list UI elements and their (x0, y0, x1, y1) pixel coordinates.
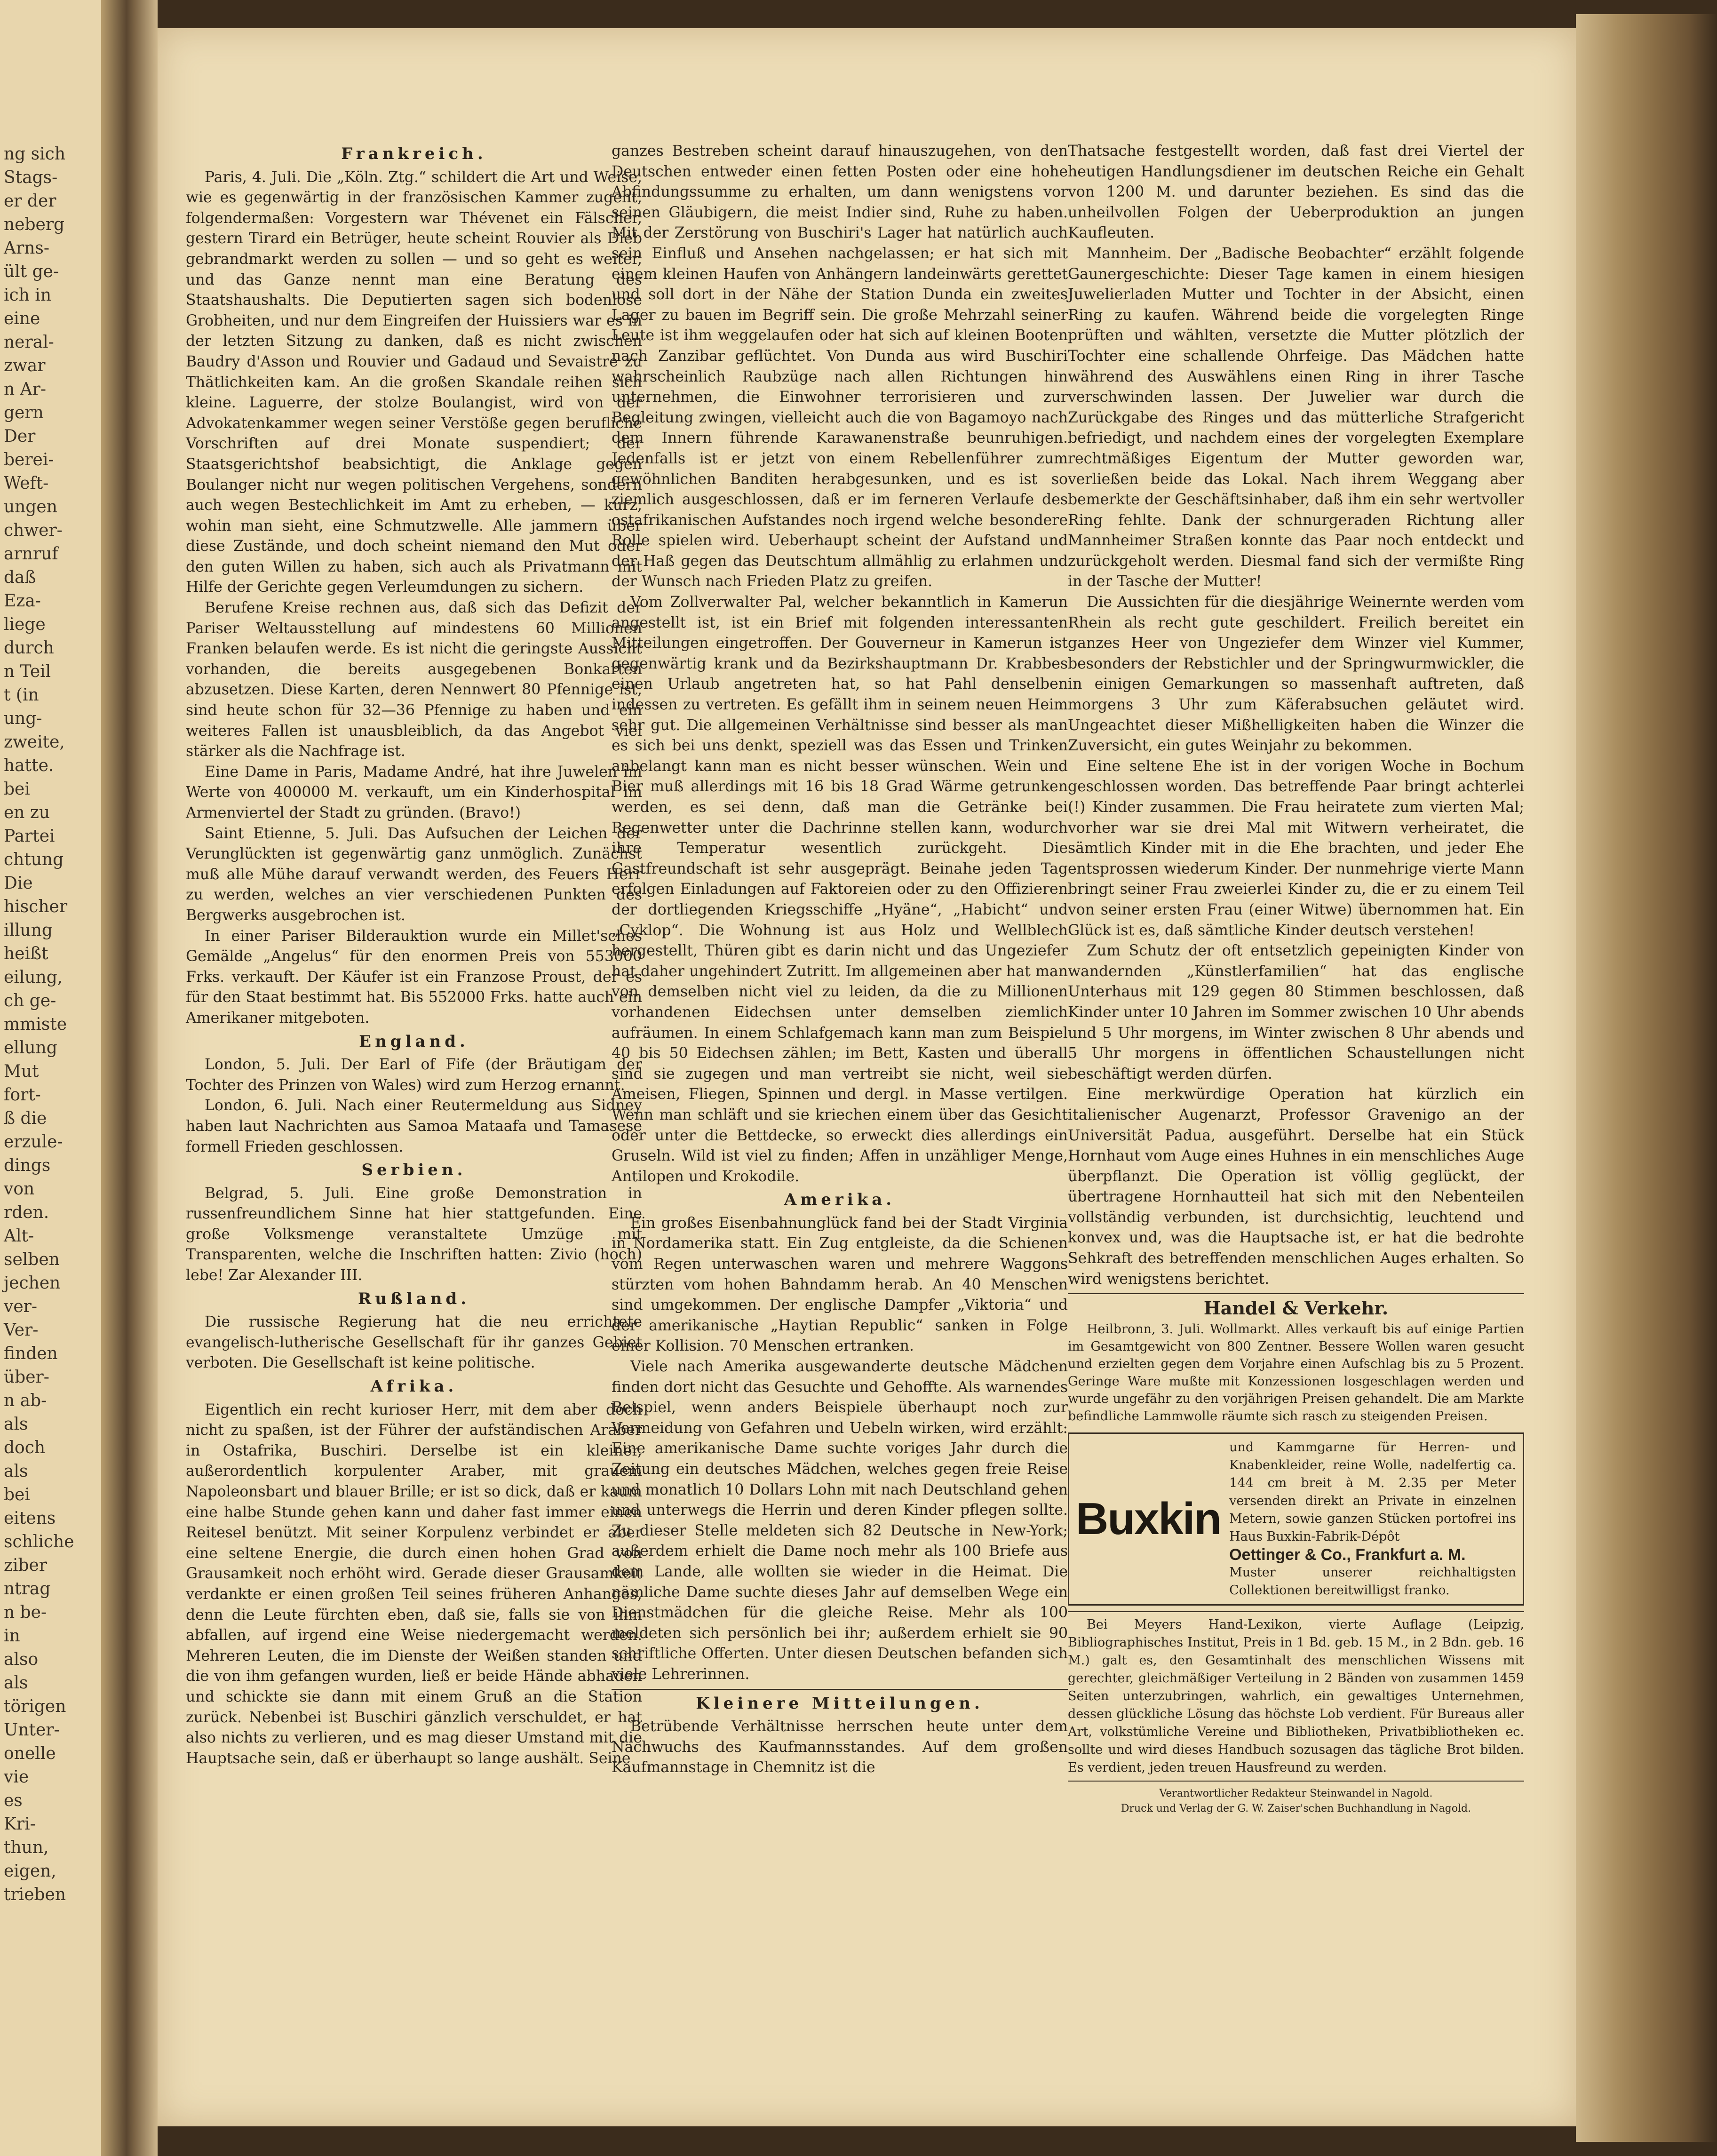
previous-page-text-fragment: erzule- (4, 1132, 63, 1152)
previous-page-text-fragment: Unter- (4, 1720, 60, 1740)
previous-page-text-fragment: neberg (4, 215, 65, 234)
previous-page-text-fragment: n be- (4, 1603, 47, 1622)
section-heading-kleinere: Kleinere Mitteilungen. (696, 1694, 984, 1713)
previous-page-text-fragment: berei- (4, 450, 54, 469)
article-paragraph: Paris, 4. Juli. Die „Köln. Ztg.“ schildert die Art und Weise, wie es gegenwärtig in der französischen Kammer zugeht, folgendermaßen: Vorgestern war Thévenet ein Fälscher, gestern Tirard ein Betrüger, heute scheint Rouvier als Dieb gebrandmarkt werden zu sollen — und so geht es weiter, und das Ganze nennt man eine Beratung des Staatshaushalts. Die Deputierten sagen sich bodenlose Grobheiten, und nur dem Eingreifen der Huissiers war es in der letzten Sitzung zu danken, daß es nicht zwischen Baudry d'Asson und Rouvier und Gadaud und Sevaistre zu Thätlichkeiten kam. An die großen Skandale reihen sich kleine. Laguerre, der stolze Boulangist, wird von der Advokatenkammer wegen seiner Verstöße gegen berufliche Vorschriften auf drei Monate suspendiert; der Staatsgerichtshof beabsichtigt, die Anklage gegen Boulanger nicht nur wegen politischen Vergehens, sondern auch wegen Bestechlichkeit im Amt zu erheben, — kurz, wohin man sieht, eine Schmutzwelle. Alle jammern über diese Zustände, und doch scheint niemand den Mut oder den guten Willen zu haben, sich auch als Privatmann mit Hilfe der Gerichte gegen Verleumdungen zu sichern. (186, 168, 642, 596)
previous-page-text-fragment: Alt- (4, 1226, 34, 1246)
previous-page-text-fragment: Der (4, 427, 36, 446)
previous-page-text-fragment: durch (4, 638, 54, 658)
previous-page-text-fragment: liege (4, 615, 46, 634)
previous-page-text-fragment: hatte. (4, 756, 54, 775)
ad-text-1: und Kammgarne für Herren- und Knabenkleider, reine Wolle, nadelfertig ca. 144 cm breit à M. 2.35 per Meter versenden direkt an Private in einzelnen Metern, sowie ganzen Stücken portofrei ins Haus Buxkin-Fabrik-Dépôt (1229, 1440, 1516, 1544)
previous-page-text-fragment: finden (4, 1344, 58, 1363)
previous-page-text-fragment: n ab- (4, 1391, 47, 1410)
previous-page-text-fragment: ich in (4, 286, 52, 305)
advertisement-buxkin (1068, 1432, 1524, 1606)
article-paragraph: Thatsache festgestellt worden, daß fast drei Viertel der heutigen Handlungsdiener im deutschen Reiche ein Gehalt von 1200 M. und darunter beziehen. Es sind das die unheilvollen Folgen der Ueberproduktion an jungen Kaufleuten. (1068, 143, 1524, 242)
column-3 (1068, 141, 1524, 1816)
previous-page-text-fragment: ntrag (4, 1579, 51, 1599)
book-binding-edge (1576, 14, 1717, 2142)
article-paragraph: Vom Zollverwalter Pal, welcher bekanntlich in Kamerun angestellt ist, ist ein Brief mit folgenden interessanten Mitteilungen eingetroffen. Der Gouverneur in Kamerun ist gegenwärtig krank und da Bezirkshauptmann Dr. Krabbes einen Urlaub angetreten hat, so hat Pahl denselben indessen zu vertreten. Es gefällt ihm in seinem neuen Heim sehr gut. Die allgemeinen Verhältnisse sind besser als man es sich bei uns denkt, speziell was das Essen und Trinken anbelangt kann man es nicht besser wünschen. Wein und Bier muß allerdings mit 16 bis 18 Grad Wärme getrunken werden, es sei denn, daß man die Getränke bei Regenwetter unter die Dachrinne stellen kann, wodurch ihre Temperatur wesentlich zurückgeht. Die Gastfreundschaft ist sehr ausgeprägt. Beinahe jeden Tag erfolgen Einladungen auf Faktoreien oder zu den Offizieren der dortliegenden Kriegsschiffe „Hyäne“, „Habicht“ und „Cyklop“. Die Wohnung ist aus Holz und Wellblech hergestellt, Thüren gibt es darin nicht und das Ungeziefer hat daher ungehindert Zutritt. Im allgemeinen aber hat man von demselben nicht viel zu leiden, da die zu Millionen vorhandenen Eidechsen unter demselben ziemlich aufräumen. In einem Schlafgemach kann man zum Beispiel 40 bis 50 Eidechsen zählen; im Bett, Kasten und überall sind sie zugegen und man vertreibt sie nicht, weil sie Ameisen, Fliegen, Spinnen und dergl. in Masse vertilgen. Wenn man schläft und sie kriechen einem über das Gesicht oder unter die Bettdecke, so erweckt dies allerdings ein Gruseln. Wild ist viel zu finden; Affen in unzähliger Menge, Antilopen und Krokodile. (612, 594, 1068, 1185)
article-paragraph: Mannheim. Der „Badische Beobachter“ erzählt folgende Gaunergeschichte: Dieser Tage kamen in einem hiesigen Juwelierladen Mutter und Tochter in der Absicht, einen Ring zu kaufen. Während beide die vorgelegten Ringe prüften und wählten, versetzte die Mutter plötzlich der Tochter eine schallende Ohrfeige. Das Mädchen hatte während des Auswählens einen Ring in ihrer Tasche verschwinden lassen. Der Juwelier war durch die Zurückgabe des Ringes und das mütterliche Strafgericht befriedigt, und nachdem eines der vorgelegten Exemplare rechtmäßiges Eigentum der Mutter geworden war, verließen beide das Lokal. Nach ihrem Weggang aber bemerkte der Geschäftsinhaber, daß ihm ein sehr wertvoller Ring fehlte. Dank der schnurgeraden Richtung aller Mannheimer Straßen konnte das Paar noch entdeckt und zurückgeholt werden. Diesmal fand sich der vermißte Ring in der Tasche der Mutter! (1068, 245, 1524, 590)
previous-page-text-fragment: ungen (4, 497, 57, 517)
section-divider (1068, 1781, 1524, 1782)
article-paragraph: Berufene Kreise rechnen aus, daß sich das Defizit der Pariser Weltausstellung auf mindestens 60 Millionen Franken belaufen werde. Es ist nicht die geringste Aussicht vorhanden, die bereits ausgegebenen Bonkarten abzusetzen. Diese Karten, deren Nennwert 80 Pfennige ist, sind heute schon für 32—36 Pfennige zu haben und ein weiteres Fallen ist unausbleiblich, da das Angebot viel stärker als die Nachfrage ist. (186, 599, 642, 760)
previous-page-text-fragment: von (4, 1179, 35, 1199)
previous-page-text-fragment: in (4, 1626, 20, 1646)
section-heading-serbien: Serbien. (361, 1161, 467, 1180)
article-paragraph: Betrübende Verhältnisse herrschen heute unter dem Nachwuchs des Kaufmannsstandes. Auf dem großen Kaufmannstage in Chemnitz ist die (612, 1718, 1068, 1776)
previous-page-text-fragment: hischer (4, 897, 68, 916)
section-heading-amerika: Amerika. (784, 1190, 896, 1209)
previous-page-text-fragment: also (4, 1650, 39, 1669)
imprint-editor: Verantwortlicher Redakteur Steinwandel in Nagold. (1159, 1787, 1433, 1799)
previous-page-text-fragment: ung- (4, 709, 42, 728)
previous-page-text-fragment: Kri- (4, 1814, 36, 1834)
article-paragraph: Die Aussichten für die diesjährige Weinernte werden vom Rhein als recht gute geschildert. Freilich bereitet ein ganzes Heer von Ungeziefer dem Winzer viel Kummer, besonders der Rebstichler und der Springwurmwickler, die in einigen Gemarkungen so massenhaft auftreten, daß morgens 3 Uhr zum Käferabsuchen geläutet wird. Ungeachtet dieser Mißhelligkeiten haben die Winzer die Zuversicht, ein gutes Weinjahr zu bekommen. (1068, 594, 1524, 755)
article-paragraph: Viele nach Amerika ausgewanderte deutsche Mädchen finden dort nicht das Gesuchte und Gehoffte. Als warnendes Beispiel, wenn anders Beispiele überhaupt noch zur Vermeidung von Gefahren und Uebeln wirken, wird erzählt: Eine amerikanische Dame suchte voriges Jahr durch die Zeitung ein deutsches Mädchen, welches gegen freie Reise und monatlich 10 Dollars Lohn mit nach Deutschland gehen und unterwegs die Herrin und deren Kinder pflegen sollte. Zu dieser Stelle meldeten sich 82 Deutsche in New-York; außerdem erhielt die Dame noch mehr als 100 Briefe aus dem Lande, alle wollten sie wieder in die Heimat. Die nämliche Dame suchte dieses Jahr auf demselben Wege ein Dienstmädchen für die gleiche Reise. Mehr als 100 meldeten sich persönlich bei ihr; außerdem erhielt sie 90 schriftliche Offerten. Unter diesen Deutschen befanden sich viele Lehrerinnen. (612, 1358, 1068, 1683)
previous-page-text-fragment: mmiste (4, 1015, 67, 1034)
previous-page-text-fragment: eigen, (4, 1862, 56, 1881)
article-paragraph: London, 5. Juli. Der Earl of Fife (der Bräutigam der Tochter des Prinzen von Wales) wird zum Herzog ernannt. (186, 1056, 642, 1094)
previous-page-text-fragment: ch ge- (4, 991, 56, 1010)
previous-page-text-fragment: chtung (4, 850, 64, 869)
article-paragraph: Eine seltene Ehe ist in der vorigen Woche in Bochum geschlossen worden. Das betreffende Paar bringt achterlei (!) Kinder zusammen. Die Frau heiratete zum vierten Mal; vorher war sie drei Mal mit Witwern verheiratet, die sämtlich Kinder mit in die Ehe brachten, und jeder Ehe entsprossen wiederum Kinder. Der nunmehrige vierte Mann bringt seiner Frau zweierlei Kinder zu, die er zu einem Teil von seiner ersten Frau (einer Witwe) übernommen hat. Ein Glück ist es, daß sämtliche Kinder deutsch verstehen! (1068, 757, 1524, 939)
previous-page-text-fragment: Mut (4, 1062, 39, 1081)
article-paragraph: Eine Dame in Paris, Madame André, hat ihre Juwelen im Werte von 400000 M. verkauft, um ein Kinderhospital im Armenviertel der Stadt zu gründen. (Bravo!) (186, 763, 642, 821)
previous-page-text-fragment: selben (4, 1250, 60, 1269)
previous-page-text-fragment: illung (4, 921, 53, 940)
previous-page-text-fragment: als (4, 1415, 28, 1434)
article-paragraph: Ein großes Eisenbahnunglück fand bei der Stadt Virginia in Nordamerika statt. Ein Zug entgleiste, da die Schienen vom Regen unterwaschen waren und mehrere Waggons stürzten vom hohen Bahndamm herab. An 40 Menschen sind umgekommen. Der englische Dampfer „Viktoria“ und der amerikanische „Haytian Republic“ sanken in Folge einer Kollision. 70 Menschen ertranken. (612, 1214, 1068, 1355)
article-paragraph: Belgrad, 5. Juli. Eine große Demonstration in russenfreundlichem Sinne hat hier stattgefunden. Eine große Volksmenge veranstaltete Umzüge mit Transparenten, welche die Inschriften hatten: Zivio (hoch) lebe! Zar Alexander III. (186, 1185, 642, 1284)
previous-page-text-fragment: arnruf (4, 544, 58, 564)
section-heading-russland: Rußland. (358, 1289, 470, 1308)
ad-body (1229, 1439, 1516, 1599)
book-gutter (101, 0, 158, 2156)
advertisement-lexikon (1068, 1616, 1524, 1777)
previous-page-text-fragment: onelle (4, 1744, 56, 1763)
previous-page-text-fragment: Eza- (4, 591, 41, 611)
section-heading-afrika: Afrika. (370, 1377, 458, 1396)
previous-page-text-fragment: n Ar- (4, 380, 46, 399)
previous-page-text-fragment: en zu (4, 803, 50, 822)
previous-page-text-fragment: bei (4, 1485, 30, 1504)
article-paragraph: London, 6. Juli. Nach einer Reutermeldung aus Sidney haben laut Nachrichten aus Samoa Mataafa und Tamasese formell Frieden geschlossen. (186, 1097, 642, 1155)
previous-page-text-fragment: zweite, (4, 732, 65, 752)
previous-page-text-fragment: ß die (4, 1109, 47, 1128)
ad-brand-name: Buxkin (1076, 1493, 1221, 1544)
previous-page-text-fragment: eitens (4, 1509, 56, 1528)
previous-page-text-fragment: Arns- (4, 239, 50, 258)
previous-page-text-fragment: ellung (4, 1038, 57, 1058)
article-paragraph: Die russische Regierung hat die neu errichtete evangelisch-lutherische Gesellschaft für ihr ganzes Gebiet verboten. Die Gesellschaft ist keine politische. (186, 1313, 642, 1372)
previous-page-text-fragment: thun, (4, 1838, 49, 1857)
column-2 (612, 141, 1068, 1778)
previous-page-text-fragment: Ver- (4, 1321, 39, 1340)
section-divider (1068, 1293, 1524, 1294)
previous-page-text-fragment: jechen (4, 1273, 61, 1293)
previous-page-text-fragment: törigen (4, 1697, 66, 1716)
previous-page-text-fragment: ziber (4, 1556, 48, 1575)
section-heading-handel: Handel & Verkehr. (1203, 1297, 1389, 1319)
article-paragraph: In einer Pariser Bilderauktion wurde ein Millet'sches Gemälde „Angelus“ für den enormen Preis von 553000 Frks. verkauft. Der Käufer ist ein Franzose Proust, der es für den Staat bestimmt hat. Bis 552000 Frks. hatte auch ein Amerikaner mitgeboten. (186, 927, 642, 1026)
previous-page-text-fragment: ng sich (4, 144, 66, 164)
previous-page-text-fragment: vie (4, 1767, 29, 1787)
previous-page-text-fragment: chwer- (4, 521, 63, 540)
section-heading-frankreich: Frankreich. (341, 144, 487, 163)
section-divider (1068, 1611, 1524, 1612)
previous-page-text-fragment: Die (4, 874, 33, 893)
previous-page-text-fragment: doch (4, 1438, 46, 1457)
article-paragraph: ganzes Bestreben scheint darauf hinauszugehen, von den Deutschen entweder einen fetten Posten oder eine hohe Abfindungssumme zu erhalten, um dann wenigstens vor seinen Gläubigern, die meist Indier sind, Ruhe zu haben. Mit der Zerstörung von Buschiri's Lager hat natürlich auch sein Einfluß und Ansehen nachgelassen; er hat sich mit einem kleinen Haufen von Anhängern landeinwärts gerettet und soll dort in der Nähe der Station Dunda ein zweites Lager zu bauen im Begriff sein. Die große Mehrzahl seiner Leute ist ihm weggelaufen oder hat sich auf kleinen Booten nach Zanzibar geflüchtet. Von Dunda aus wird Buschiri wahrscheinlich Raubzüge nach allen Richtungen hin unternehmen, die Einwohner terrorisieren und zur Begleitung zwingen, vielleicht auch die von Bagamoyo nach dem Innern führende Karawanenstraße beunruhigen. Jedenfalls ist er jetzt von einem Rebellenführer zum gewöhnlichen Banditen herabgesunken, und es ist so ziemlich ausgeschlossen, daß er im ferneren Verlaufe des ostafrikanischen Aufstandes noch irgend welche besondere Rolle spielen wird. Ueberhaupt scheint der Aufstand und der Haß gegen das Deutschtum allmählig zu erlahmen und der Wunsch nach Frieden Platz zu greifen. (612, 143, 1068, 590)
previous-page-text-fragment: eilung, (4, 968, 63, 987)
previous-page-text-fragment: ver- (4, 1297, 38, 1316)
previous-page-text-fragment: trieben (4, 1885, 66, 1904)
previous-page-text-fragment: neral- (4, 333, 54, 352)
imprint-publisher: Druck und Verlag der G. W. Zaiser'schen Buchhandlung in Nagold. (1121, 1802, 1471, 1814)
previous-page-text-fragment: heißt (4, 944, 48, 963)
article-paragraph: Eigentlich ein recht kurioser Herr, mit dem aber doch nicht zu spaßen, ist der Führer der aufständischen Araber in Ostafrika, Buschiri. Derselbe ist ein kleiner, außerordentlich korpulenter Araber, mit grauem Napoleonsbart und blauer Brille; er ist so dick, daß er kaum eine halbe Stunde gehen kann und daher fast immer einen Reitesel benützt. Mit seiner Korpulenz verbindet er aber eine seltene Energie, die durch einen hohen Grad von Grausamkeit noch erhöht wird. Gerade dieser Grausamkeit verdankte er einen großen Teil seines früheren Anhanges, denn die Leute fürchten eben, daß sie, falls sie von ihm abfallen, auf irgend eine Weise niedergemacht werden. Mehreren Leuten, die im Dienste der Weißen standen und die von ihm gefangen wurden, ließ er beide Hände abhauen und schickte sie dann mit einem Gruß an die Station zurück. Nebenbei ist Buschiri gänzlich verschuldet, er hat also nichts zu verlieren, und es mag dieser Umstand mit die Hauptsache sein, daß er überhaupt so lange aushält. Seine (186, 1401, 642, 1767)
column-1 (186, 141, 642, 1769)
previous-page-text-fragment: gern (4, 403, 44, 422)
previous-page-text-fragment: Stags- (4, 168, 58, 187)
previous-page-text-fragment: zwar (4, 356, 46, 375)
previous-page-text-fragment: Partei (4, 827, 55, 846)
previous-page-text-fragment: als (4, 1462, 28, 1481)
section-divider (612, 1689, 1068, 1690)
ad-lexikon-text: Bei Meyers Hand-Lexikon, vierte Auflage (Leipzig, Bibliographisches Institut, Preis in 1 Bd. geb. 15 M., in 2 Bdn. geb. 16 M.) galt es, den Gesamtinhalt des menschlichen Wissens mit gerechter, gleichmäßiger Verteilung in 2 Bänden von zusammen 1459 Seiten unterzubringen, wahrlich, ein gewaltiges Unternehmen, dessen glückliche Lösung das höchste Lob verdient. Für Bureaus aller Art, volkstümliche Vereine und Bibliotheken, Privatbibliotheken ec. sollte und wird dieses Handbuch sozusagen das tägliche Brot bilden. Es verdient, jeden treuen Hausfreund zu werden. (1068, 1617, 1524, 1775)
previous-page-text-fragment: rden. (4, 1203, 49, 1222)
previous-page-text-fragment: t (in (4, 685, 39, 705)
section-heading-england: England. (359, 1032, 469, 1051)
imprint (1068, 1786, 1524, 1816)
previous-page-text-fragment: n Teil (4, 662, 51, 681)
previous-page-text-fragment: fort- (4, 1085, 41, 1105)
market-report: Heilbronn, 3. Juli. Wollmarkt. Alles verkauft bis auf einige Partien im Gesamtgewicht von 800 Zentner. Bessere Wollen waren gesucht und erzielten gegen dem Vorjahre einen Aufschlag bis zu 5 Prozent. Geringe Ware mußte mit Konzessionen losgeschlagen werden und wurde ungefähr zu den vorjährigen Preisen gehandelt. Die am Markte befindliche Lammwolle räumte sich rasch zu steigenden Preisen. (1068, 1321, 1524, 1424)
previous-page-text-fragment: bei (4, 780, 30, 799)
previous-page-text-fragment: schliche (4, 1532, 74, 1551)
previous-page-text-fragment: daß (4, 568, 36, 587)
previous-page-text-fragment: es (4, 1791, 23, 1810)
previous-page-text-fragment: dings (4, 1156, 51, 1175)
article-paragraph: Zum Schutz der oft entsetzlich gepeinigten Kinder von wandernden „Künstlerfamilien“ hat das englische Unterhaus mit 129 gegen 80 Stimmen beschlossen, daß Kinder unter 10 Jahren im Sommer zwischen 10 Uhr abends und 5 Uhr morgens, im Winter zwischen 8 Uhr abends und 5 Uhr morgens in öffentlichen Schaustellungen nicht beschäftigt werden dürfen. (1068, 942, 1524, 1082)
previous-page-text-fragment: über- (4, 1368, 49, 1387)
article-paragraph: Saint Etienne, 5. Juli. Das Aufsuchen der Leichen der Verunglückten ist gegenwärtig ganz unmöglich. Zunächst muß alle Mühe darauf verwandt werden, des Feuers Herr zu werden, welches an vier verschiedenen Punkten des Bergwerks ausgebrochen ist. (186, 825, 642, 924)
previous-page-edge (0, 0, 101, 2156)
previous-page-text-fragment: als (4, 1673, 28, 1693)
article-paragraph: Eine merkwürdige Operation hat kürzlich ein italienischer Augenarzt, Professor Gravenigo an der Universität Padua, ausgeführt. Derselbe hat ein Stück Hornhaut vom Auge eines Huhnes in ein menschliches Auge überpflanzt. Die Operation ist völlig geglückt, der übertragene Hornhautteil hat sich mit den Nebenteilen vollständig verbunden, ist durchsichtig, leuchtend und konvex und, was die Hauptsache ist, er hat die bedrohte Sehkraft des betreffenden menschlichen Auges erhalten. So wird wenigstens berichtet. (1068, 1086, 1524, 1288)
previous-page-text-fragment: eine (4, 309, 40, 328)
previous-page-text-fragment: er der (4, 191, 56, 211)
ad-firm-name: Oettinger & Co., Frankfurt a. M. (1229, 1545, 1466, 1564)
ad-text-2: Muster unserer reichhaltigsten Collektionen bereitwilligst franko. (1229, 1565, 1516, 1598)
previous-page-text-fragment: ült ge- (4, 262, 59, 281)
previous-page-text-fragment: Weft- (4, 474, 49, 493)
